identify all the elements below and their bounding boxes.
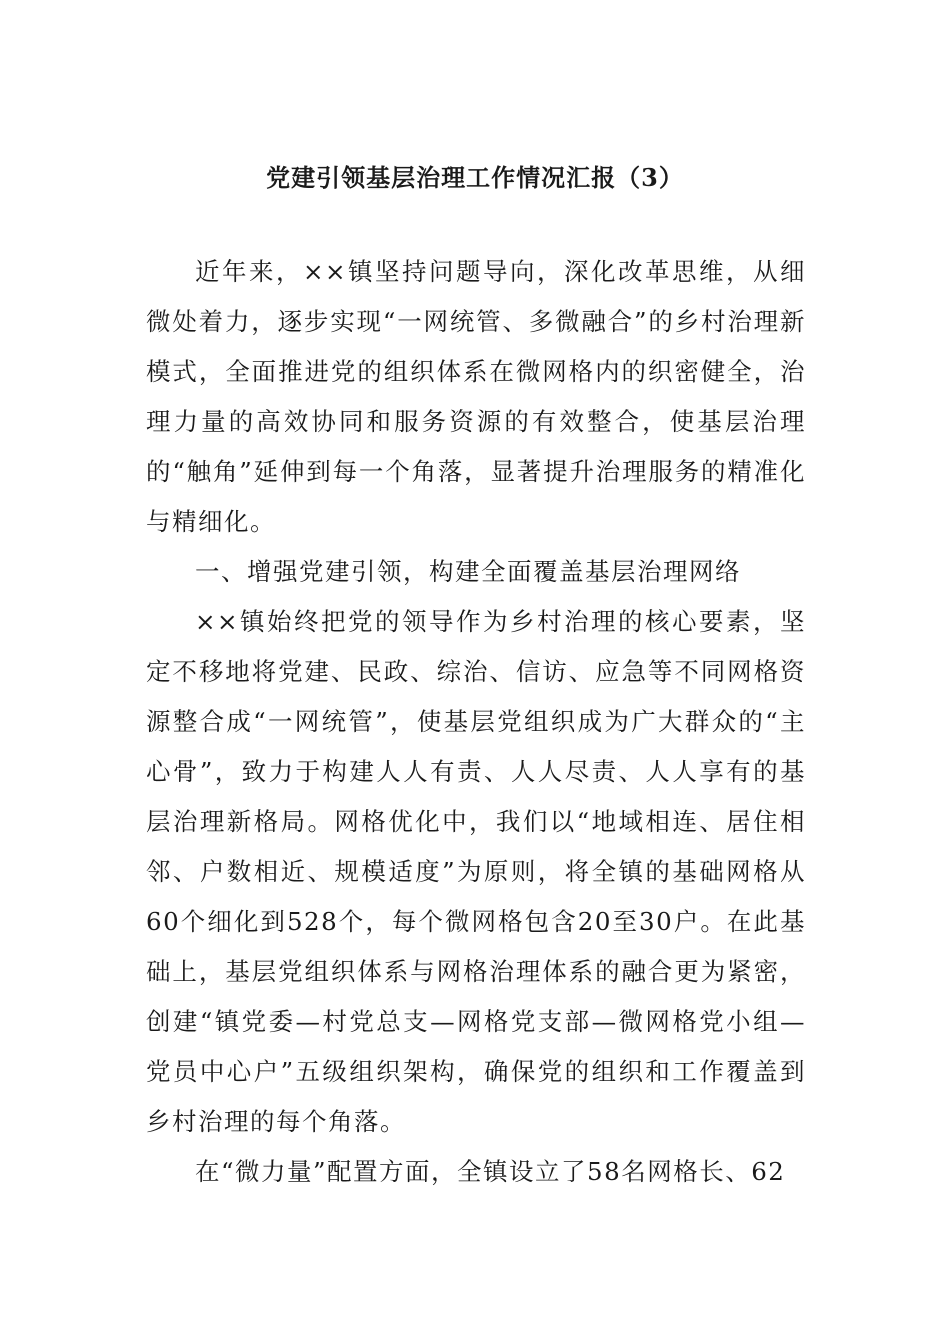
paragraph-section-1: ××镇始终把党的领导作为乡村治理的核心要素，坚定不移地将党建、民政、综治、信访、应急等不同网格资源整合成“一网统管”，使基层党组织成为广大群众的“主心骨”，致力于构建人人有责、人人尽责、人人享有的基层治理新格局。网格优化中，我们以“地域相连、居住相邻、户数相近、规模适度”为原则，将全镇的基础网格从60个细化到528个，每个微网格包含20至30户。在此基础上，基层党组织体系与网格治理体系的融合更为紧密，创建“镇党委—村党总支—网格党支部—微网格党小组—党员中心户”五级组织架构，确保党的组织和工作覆盖到乡村治理的每个角落。 (146, 607, 806, 1136)
paragraph-intro: 近年来，××镇坚持问题导向，深化改革思维，从细微处着力，逐步实现“一网统管、多微融合”的乡村治理新模式，全面推进党的组织体系在微网格内的织密健全，治理力量的高效协同和服务资源的有效整合，使基层治理的“触角”延伸到每一个角落，显著提升治理服务的精准化与精细化。 (146, 257, 806, 536)
document-title: 党建引领基层治理工作情况汇报（3） (266, 163, 684, 192)
document-body (146, 247, 806, 1197)
paragraph-micro-force: 在“微力量”配置方面，全镇设立了58名网格长、62 (195, 1157, 786, 1186)
section-heading-1: 一、增强党建引领，构建全面覆盖基层治理网络 (195, 557, 741, 586)
